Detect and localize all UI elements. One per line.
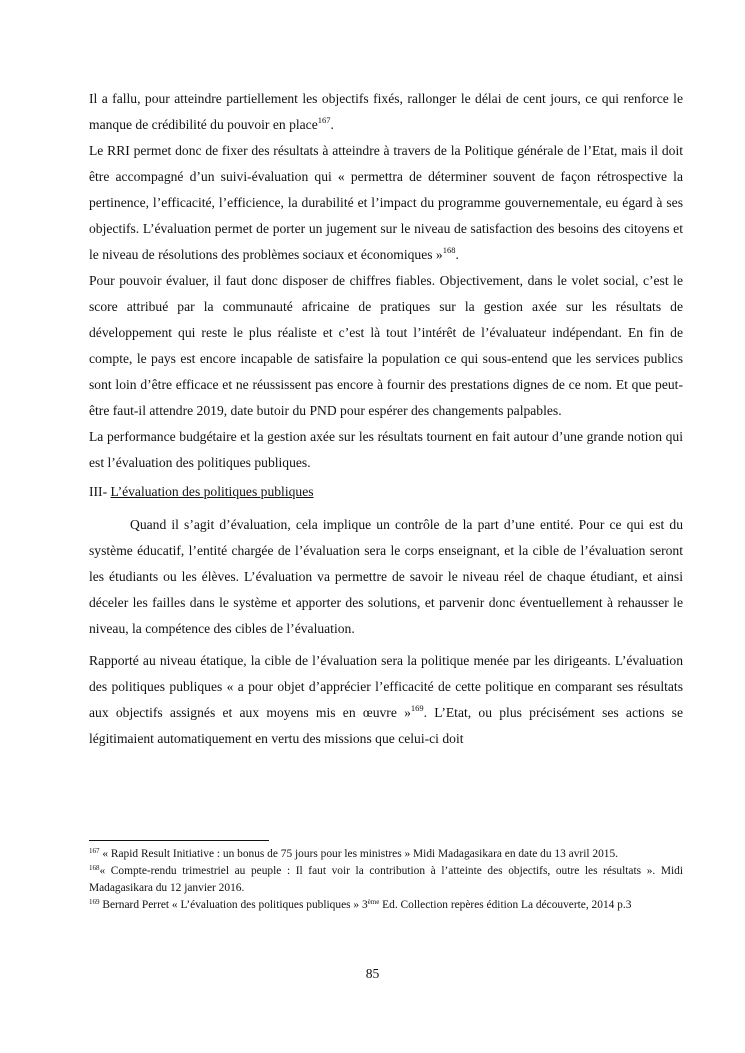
paragraph-5: Quand il s’agit d’évaluation, cela implique un contrôle de la part d’une entité. Pour ce qui est du système éducatif, l’entité chargée de l’évaluation sera le corps enseignant, et la cible de l’évaluation seront les étudiants ou les élèves. L’évaluation va permettre de savoir le niveau réel de chaque étudiant, et ainsi déceler les failles dans le système et apporter des solutions, et parvenir donc éventuellement à rehausser le niveau, la compétence des cibles de l’évaluation.	[89, 517, 683, 636]
footnote-separator	[89, 840, 269, 841]
footnotes	[89, 846, 683, 914]
section-title: L’évaluation des politiques publiques	[110, 484, 314, 499]
section-heading	[89, 479, 683, 505]
footnote-ref-168[interactable]: 168	[442, 245, 456, 255]
footnote-number: 168	[89, 864, 100, 872]
footnote-168: $^{168}$« Compte-rendu trimestriel au peuple : Il faut voir la contribution à l’atteinte des objectifs, outre les résultats ». Midi Madagasikara du 12 janvier 2016.	[89, 864, 683, 894]
page-body	[89, 86, 683, 752]
footnote-ref-169[interactable]: 169	[410, 703, 424, 713]
paragraph-3: Pour pouvoir évaluer, il faut donc disposer de chiffres fiables. Objectivement, dans le volet social, c’est le score attribué par la communauté africaine de pratiques sur la gestion axée sur les résultats de développement qui reste le plus réaliste et c’est là tout l’intérêt de l’évaluateur indépendant. En fin de compte, le pays est encore incapable de satisfaire la population ce qui sous-entend que les services publics sont loin d’être efficace et ne réussissent pas encore à fournir des prestations dignes de ce nom. Et que peut-être faut-il attendre 2019, date butoir du PND pour espérer des changements palpables.	[89, 273, 683, 418]
paragraph-2: Le RRI permet donc de fixer des résultats à atteindre à travers de la Politique générale de l’Etat, mais il doit être accompagné d’un suivi-évaluation qui « permettra de déterminer souvent de façon rétrospective la pertinence, l’efficacité, l’efficience, la durabilité et l’impact du programme gouvernementale, eu égard à ses objectifs. L’évaluation permet de porter un jugement sur le niveau de satisfaction des besoins des citoyens et le niveau de résolutions des problèmes sociaux et économiques »$^{168}$.	[89, 143, 683, 262]
paragraph-1: Il a fallu, pour atteindre partiellement les objectifs fixés, rallonger le délai de cent jours, ce qui renforce le manque de crédibilité du pouvoir en place$^{167}$.	[89, 91, 683, 132]
page-number: 85	[365, 966, 380, 981]
paragraph-4: La performance budgétaire et la gestion axée sur les résultats tournent en fait autour d’une grande notion qui est l’évaluation des politiques publiques.	[89, 429, 683, 470]
footnote-number: 167	[89, 847, 100, 855]
paragraph-6: Rapporté au niveau étatique, la cible de l’évaluation sera la politique menée par les dirigeants. L’évaluation des politiques publiques « a pour objet d’apprécier l’efficacité de cette politique en comparant ses résultats aux objectifs assignés et aux moyens mis en œuvre »$^{169}$. L’Etat, ou plus précisément ses actions se légitimaient automatiquement en vertu des missions que celui-ci doit	[89, 653, 683, 746]
edition-superscript: ème	[367, 898, 380, 906]
footnote-167: $^{167}$ « Rapid Result Initiative : un bonus de 75 jours pour les ministres » Midi Madagasikara en date du 13 avril 2015.	[89, 847, 619, 860]
footnote-number: 169	[89, 898, 100, 906]
footnote-ref-167[interactable]: 167	[317, 115, 331, 125]
footnote-169: $^{169}$ Bernard Perret « L’évaluation des politiques publiques » 3ème Ed. Collection repères édition La découverte, 2014 p.3	[89, 898, 632, 911]
section-number: III-	[89, 484, 108, 499]
